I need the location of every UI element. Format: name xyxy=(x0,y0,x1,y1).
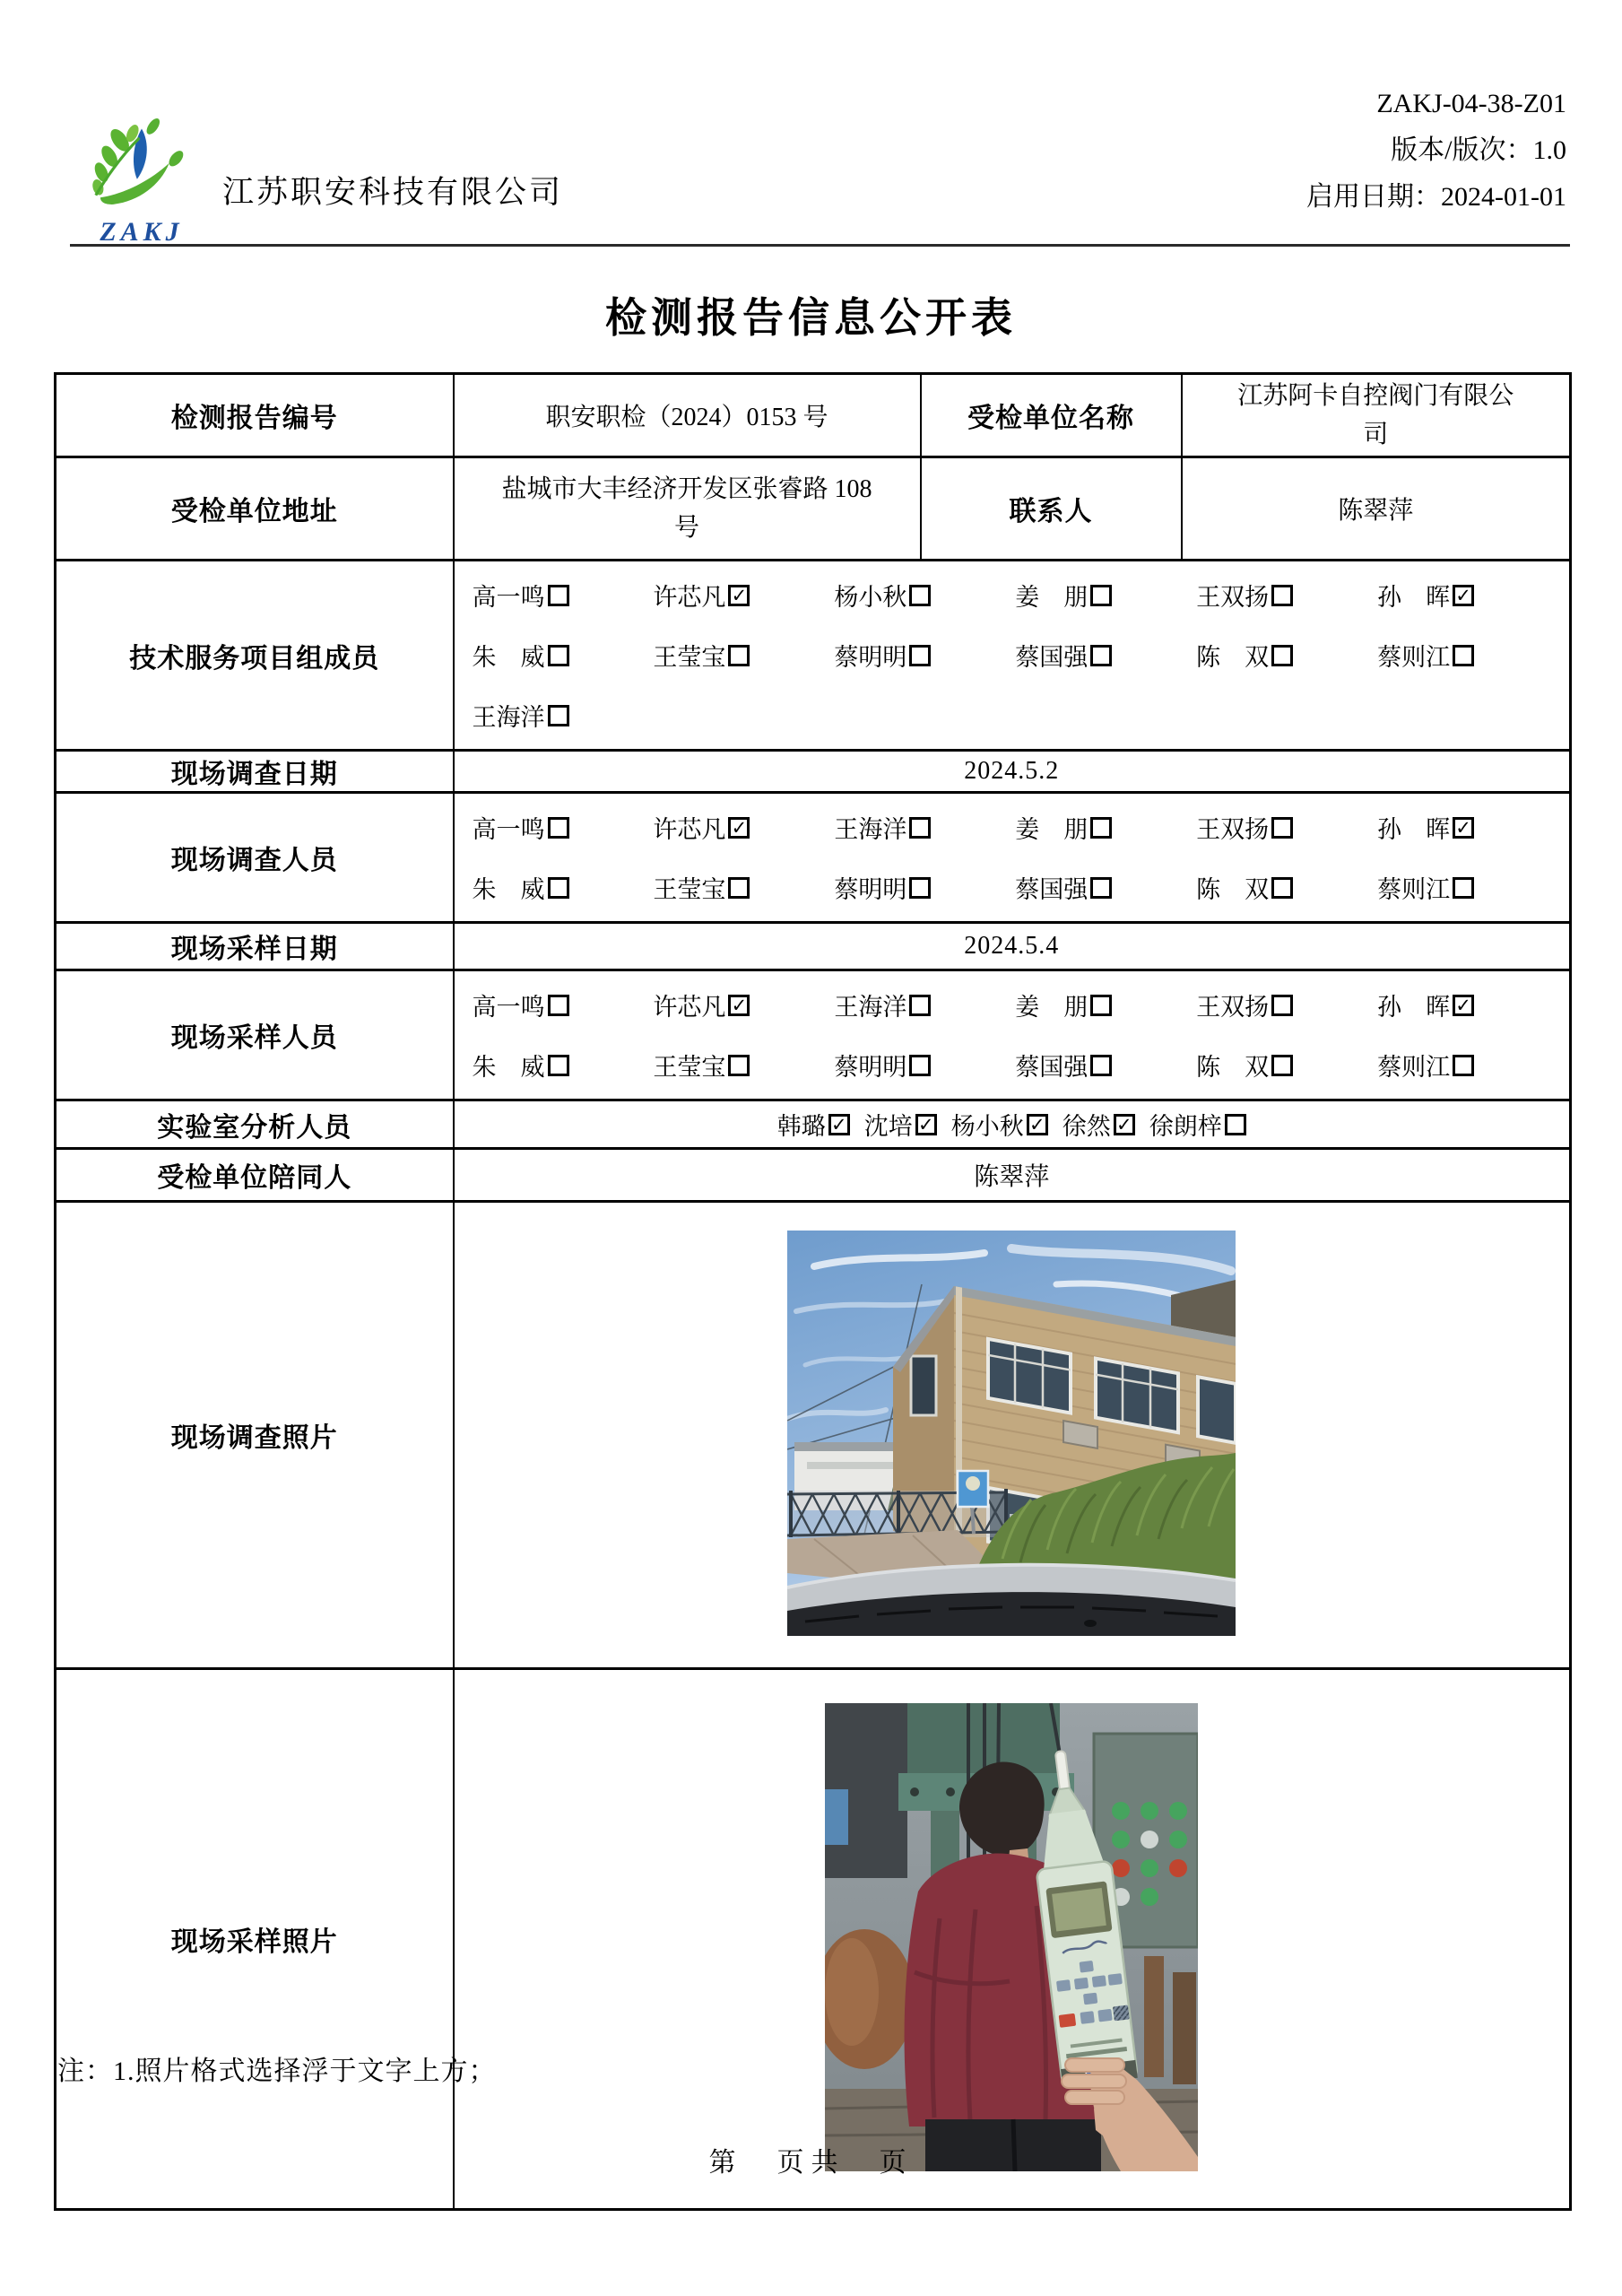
checkbox-unchecked[interactable] xyxy=(1453,1055,1474,1076)
person-option xyxy=(653,810,834,845)
checkbox-unchecked[interactable] xyxy=(548,645,569,666)
checkbox-unchecked[interactable] xyxy=(548,585,569,606)
table-row xyxy=(56,457,1571,561)
checkbox-unchecked[interactable] xyxy=(909,585,931,606)
person-option xyxy=(1149,1107,1246,1142)
checkbox-unchecked[interactable] xyxy=(1271,817,1293,839)
person-option xyxy=(1015,987,1196,1022)
checkbox-unchecked[interactable] xyxy=(728,1055,750,1076)
person-option xyxy=(1015,870,1196,905)
table-row xyxy=(56,374,1571,457)
checkbox-unchecked[interactable] xyxy=(548,1055,569,1076)
person-name: 蔡国强 xyxy=(1015,1054,1089,1081)
person-option xyxy=(1377,810,1558,845)
checkbox-unchecked[interactable] xyxy=(909,1055,931,1076)
person-option xyxy=(1377,578,1558,613)
checkbox-unchecked[interactable] xyxy=(1090,1055,1112,1076)
checkbox-unchecked[interactable] xyxy=(548,877,569,899)
person-name: 蔡则江 xyxy=(1377,876,1451,903)
person-option xyxy=(653,1048,834,1083)
accompanying-person-label: 受检单位陪同人 xyxy=(56,1149,454,1202)
checkbox-checked[interactable]: ✓ xyxy=(915,1114,937,1135)
person-option xyxy=(1196,810,1377,845)
person-option xyxy=(473,638,654,673)
person-option xyxy=(834,870,1015,905)
doc-version: 版本/版次：1.0 xyxy=(1391,135,1566,165)
checkbox-unchecked[interactable] xyxy=(909,817,931,839)
person-name: 蔡则江 xyxy=(1377,644,1451,671)
company-name: 江苏职安科技有限公司 xyxy=(222,175,564,210)
table-row xyxy=(56,1202,1571,1669)
person-name: 徐然 xyxy=(1062,1113,1111,1140)
site-survey-photo xyxy=(787,1231,1236,1636)
checkbox-checked[interactable]: ✓ xyxy=(728,585,750,606)
checkbox-unchecked[interactable] xyxy=(728,877,750,899)
person-option xyxy=(1015,578,1196,613)
person-option xyxy=(864,1107,937,1142)
person-option xyxy=(473,1048,654,1083)
table-row xyxy=(56,923,1571,970)
person-option xyxy=(473,810,654,845)
person-name: 杨小秋 xyxy=(950,1113,1024,1140)
unit-name-label: 受检单位名称 xyxy=(921,374,1182,457)
checkbox-unchecked[interactable] xyxy=(1453,645,1474,666)
unit-address-value: 盐城市大丰经济开发区张睿路 108 号 xyxy=(454,457,921,561)
person-option xyxy=(777,1107,850,1142)
checkbox-checked[interactable]: ✓ xyxy=(1453,817,1474,839)
checkbox-checked[interactable]: ✓ xyxy=(1453,585,1474,606)
checkbox-checked[interactable]: ✓ xyxy=(1453,995,1474,1016)
person-option xyxy=(951,1107,1048,1142)
person-option xyxy=(653,638,834,673)
person-option xyxy=(834,810,1015,845)
table-row xyxy=(56,1669,1571,2210)
person-name: 朱 威 xyxy=(472,1054,545,1081)
person-name: 朱 威 xyxy=(472,644,545,671)
header-divider xyxy=(70,244,1570,247)
table-row xyxy=(56,751,1571,793)
checkbox-unchecked[interactable] xyxy=(548,995,569,1016)
person-name: 高一鸣 xyxy=(472,994,545,1021)
sampling-staff-label: 现场采样人员 xyxy=(56,970,454,1100)
person-option xyxy=(1015,638,1196,673)
person-option xyxy=(834,1048,1015,1083)
checkbox-unchecked[interactable] xyxy=(1225,1114,1246,1135)
person-option xyxy=(1015,810,1196,845)
checkbox-unchecked[interactable] xyxy=(909,995,931,1016)
person-name: 许芯凡 xyxy=(653,994,726,1021)
checkbox-unchecked[interactable] xyxy=(1090,995,1112,1016)
person-option xyxy=(834,987,1015,1022)
person-name: 陈 双 xyxy=(1196,644,1270,671)
person-option xyxy=(1196,638,1377,673)
person-option xyxy=(653,870,834,905)
checkbox-checked[interactable]: ✓ xyxy=(728,817,750,839)
person-option xyxy=(1196,1048,1377,1083)
survey-date-value: 2024.5.2 xyxy=(454,751,1571,793)
person-name: 高一鸣 xyxy=(472,584,545,611)
accompanying-person-value: 陈翠萍 xyxy=(454,1149,1571,1202)
project-team-label: 技术服务项目组成员 xyxy=(56,561,454,751)
person-option xyxy=(653,578,834,613)
unit-name-value: 江苏阿卡自控阀门有限公司 xyxy=(1182,374,1571,457)
person-name: 许芯凡 xyxy=(653,816,726,843)
logo-text: ZAKJ xyxy=(100,217,184,247)
footnote: 注：1.照片格式选择浮于文字上方； xyxy=(57,2057,497,2086)
sampling-date-label: 现场采样日期 xyxy=(56,923,454,970)
person-option xyxy=(473,698,654,733)
page-number-line: 第 页共 页 xyxy=(708,2148,914,2178)
checkbox-unchecked[interactable] xyxy=(1271,585,1293,606)
checkbox-unchecked[interactable] xyxy=(728,645,750,666)
survey-staff-label: 现场调查人员 xyxy=(56,793,454,923)
project-team-members xyxy=(454,561,1571,751)
table-row xyxy=(56,793,1571,923)
person-option xyxy=(1196,578,1377,613)
contact-label: 联系人 xyxy=(921,457,1182,561)
person-option xyxy=(834,578,1015,613)
checkbox-unchecked[interactable] xyxy=(1453,877,1474,899)
person-name: 蔡国强 xyxy=(1015,876,1089,903)
person-name: 王海洋 xyxy=(834,994,907,1021)
person-name: 蔡明明 xyxy=(834,644,907,671)
survey-date-label: 现场调查日期 xyxy=(56,751,454,793)
person-name: 王莹宝 xyxy=(653,644,726,671)
doc-effective-date: 启用日期：2024-01-01 xyxy=(1306,181,1566,212)
report-no-value: 职安职检（2024）0153 号 xyxy=(454,374,921,457)
unit-address-label: 受检单位地址 xyxy=(56,457,454,561)
checkbox-unchecked[interactable] xyxy=(1090,585,1112,606)
person-option xyxy=(1015,1048,1196,1083)
person-name: 王莹宝 xyxy=(653,1054,726,1081)
checkbox-checked[interactable]: ✓ xyxy=(728,995,750,1016)
page-title: 检测报告信息公开表 xyxy=(605,295,1017,341)
person-name: 陈 双 xyxy=(1196,1054,1270,1081)
report-table xyxy=(54,372,1572,2211)
person-option xyxy=(1377,870,1558,905)
person-name: 姜 朋 xyxy=(1015,816,1089,843)
person-name: 陈 双 xyxy=(1196,876,1270,903)
person-name: 韩璐 xyxy=(776,1113,826,1140)
checkbox-unchecked[interactable] xyxy=(909,877,931,899)
checkbox-unchecked[interactable] xyxy=(1090,877,1112,899)
checkbox-unchecked[interactable] xyxy=(1090,645,1112,666)
sampling-staff-members xyxy=(454,970,1571,1100)
table-row xyxy=(56,1100,1571,1149)
table-row xyxy=(56,1149,1571,1202)
person-option xyxy=(473,578,654,613)
checkbox-checked[interactable]: ✓ xyxy=(1027,1114,1048,1135)
survey-photo-cell xyxy=(454,1202,1571,1669)
person-name: 王双扬 xyxy=(1196,584,1270,611)
person-name: 王海洋 xyxy=(834,816,907,843)
person-name: 许芯凡 xyxy=(653,584,726,611)
checkbox-unchecked[interactable] xyxy=(548,705,569,726)
survey-staff-members xyxy=(454,793,1571,923)
person-name: 孙 晖 xyxy=(1377,994,1451,1021)
person-option xyxy=(1377,638,1558,673)
person-name: 王莹宝 xyxy=(653,876,726,903)
checkbox-unchecked[interactable] xyxy=(548,817,569,839)
person-name: 徐朗梓 xyxy=(1149,1113,1222,1140)
table-row xyxy=(56,561,1571,751)
table-row xyxy=(56,970,1571,1100)
lab-analysts-label: 实验室分析人员 xyxy=(56,1100,454,1149)
report-no-label: 检测报告编号 xyxy=(56,374,454,457)
company-logo xyxy=(79,115,204,249)
logo-leaves-icon xyxy=(84,115,199,221)
site-sampling-photo xyxy=(825,1703,1198,2171)
checkbox-unchecked[interactable] xyxy=(1271,1055,1293,1076)
person-name: 姜 朋 xyxy=(1015,994,1089,1021)
person-option xyxy=(1196,870,1377,905)
checkbox-unchecked[interactable] xyxy=(1271,877,1293,899)
person-name: 沈培 xyxy=(863,1113,913,1140)
checkbox-unchecked[interactable] xyxy=(909,645,931,666)
checkbox-checked[interactable]: ✓ xyxy=(1114,1114,1135,1135)
sampling-photo-label: 现场采样照片 xyxy=(56,1669,454,2210)
person-name: 孙 晖 xyxy=(1377,816,1451,843)
person-name: 王双扬 xyxy=(1196,816,1270,843)
sampling-date-value: 2024.5.4 xyxy=(454,923,1571,970)
header-brand xyxy=(79,115,563,249)
person-option xyxy=(1377,987,1558,1022)
checkbox-unchecked[interactable] xyxy=(1090,817,1112,839)
person-option xyxy=(834,638,1015,673)
survey-photo-label: 现场调查照片 xyxy=(56,1202,454,1669)
doc-code: ZAKJ-04-38-Z01 xyxy=(1376,89,1566,118)
contact-value: 陈翠萍 xyxy=(1182,457,1571,561)
sampling-photo-cell xyxy=(454,1669,1571,2210)
person-name: 王海洋 xyxy=(472,704,545,731)
person-name: 蔡国强 xyxy=(1015,644,1089,671)
person-name: 高一鸣 xyxy=(472,816,545,843)
person-option xyxy=(473,987,654,1022)
person-name: 王双扬 xyxy=(1196,994,1270,1021)
person-name: 孙 晖 xyxy=(1377,584,1451,611)
person-name: 蔡则江 xyxy=(1377,1054,1451,1081)
person-option xyxy=(1196,987,1377,1022)
person-option xyxy=(1377,1048,1558,1083)
document-meta xyxy=(1306,81,1566,221)
person-name: 姜 朋 xyxy=(1015,584,1089,611)
person-name: 蔡明明 xyxy=(834,1054,907,1081)
lab-analysts-members xyxy=(454,1100,1571,1149)
checkbox-checked[interactable]: ✓ xyxy=(828,1114,850,1135)
checkbox-unchecked[interactable] xyxy=(1271,995,1293,1016)
checkbox-unchecked[interactable] xyxy=(1271,645,1293,666)
person-name: 杨小秋 xyxy=(834,584,907,611)
person-option xyxy=(1063,1107,1135,1142)
person-option xyxy=(473,870,654,905)
person-name: 蔡明明 xyxy=(834,876,907,903)
person-name: 朱 威 xyxy=(472,876,545,903)
person-option xyxy=(653,987,834,1022)
